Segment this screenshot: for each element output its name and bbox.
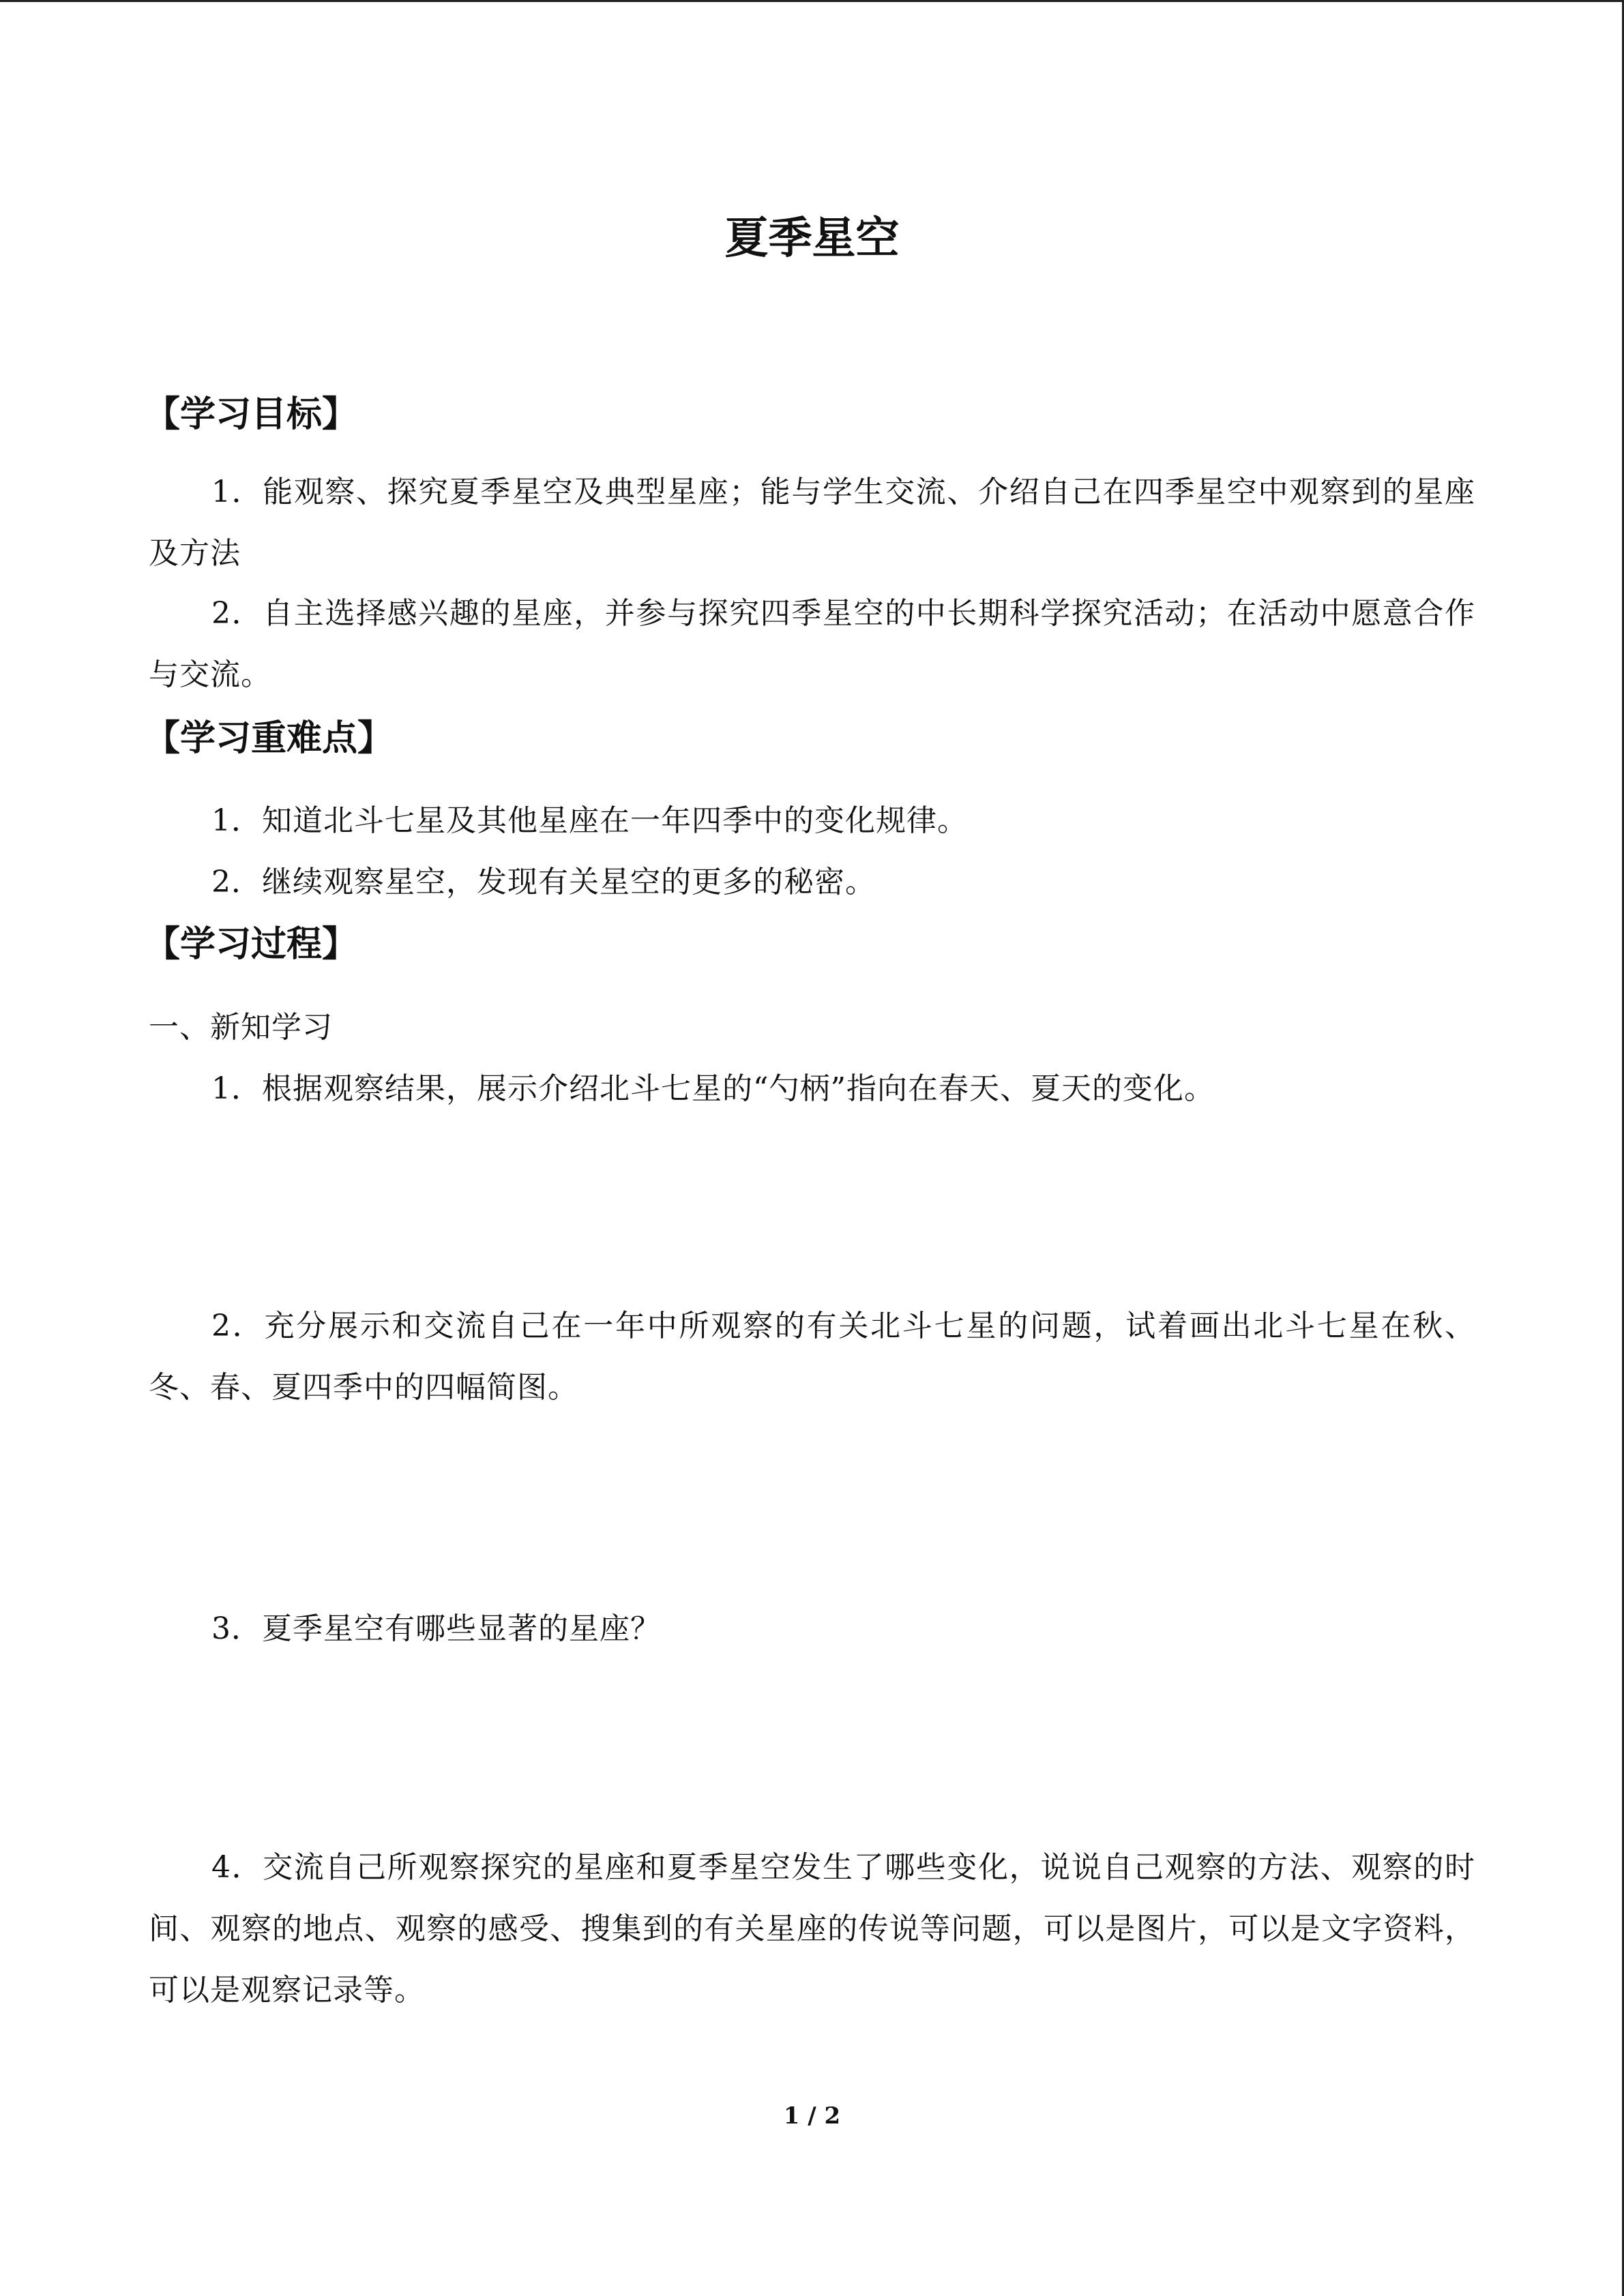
page-number: 1 / 2 [783,2102,841,2130]
process-item-2: 2．充分展示和交流自己在一年中所观察的有关北斗七星的问题，试着画出北斗七星在秋、冬、春、夏四季中的四幅简图。 [149,1309,1475,1405]
key-point-item-1: 1．知道北斗七星及其他星座在一年四季中的变化规律。 [211,803,968,838]
section-heading-objectives: 【学习目标】 [145,394,358,435]
objective-item-1: 1．能观察、探究夏季星空及典型星座；能与学生交流、介绍自己在四季星空中观察到的星座及方法 [149,475,1475,571]
key-point-item-2: 2．继续观察星空，发现有关星空的更多的秘密。 [211,865,876,899]
page-title: 夏季星空 [724,213,900,264]
objective-item-2: 2．自主选择感兴趣的星座，并参与探究四季星空的中长期科学探究活动；在活动中愿意合作与交流。 [149,596,1475,692]
section-heading-key-points: 【学习重难点】 [145,718,394,759]
process-item-3: 3．夏季星空有哪些显著的星座？ [211,1611,661,1646]
process-subheading: 一、新知学习 [149,1010,333,1045]
top-border-line [0,0,1624,2]
section-heading-process: 【学习过程】 [145,924,358,965]
process-item-4: 4．交流自己所观察探究的星座和夏季星空发生了哪些变化，说说自己观察的方法、观察的时间、观察的地点、观察的感受、搜集到的有关星座的传说等问题，可以是图片，可以是文字资料，可以是观察记录等。 [149,1850,1475,2008]
process-item-1: 1．根据观察结果，展示介绍北斗七星的“勺柄”指向在春天、夏天的变化。 [211,1071,1215,1106]
